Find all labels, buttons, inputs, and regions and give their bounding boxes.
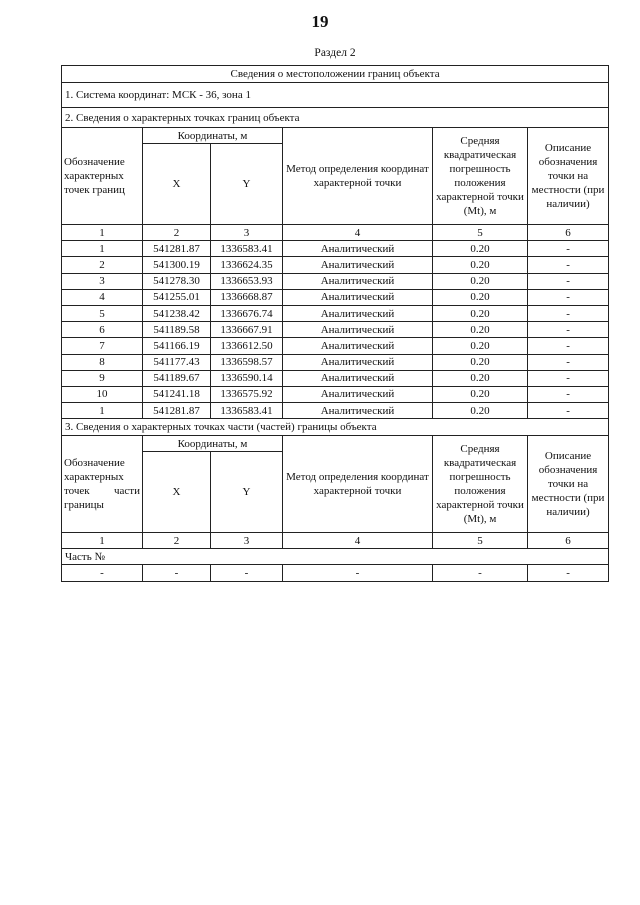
point-x: 541278.30 bbox=[143, 273, 211, 289]
point-y: 1336676.74 bbox=[211, 305, 283, 321]
point-error: 0.20 bbox=[433, 403, 528, 419]
point-error: 0.20 bbox=[433, 338, 528, 354]
table-row bbox=[62, 241, 609, 257]
point-number: 2 bbox=[62, 257, 143, 273]
header-designation-part: Обозначение характерных точек части границы bbox=[62, 436, 143, 533]
point-description: - bbox=[528, 273, 609, 289]
point-x: 541189.58 bbox=[143, 322, 211, 338]
header-coords: Координаты, м bbox=[143, 128, 283, 144]
point-method: Аналитический bbox=[283, 241, 433, 257]
point-error: 0.20 bbox=[433, 354, 528, 370]
point-description: - bbox=[528, 305, 609, 321]
point-x: 541241.18 bbox=[143, 386, 211, 402]
col-number: 3 bbox=[211, 225, 283, 241]
point-x: 541238.42 bbox=[143, 305, 211, 321]
boundaries-table bbox=[61, 65, 609, 582]
point-error: 0.20 bbox=[433, 305, 528, 321]
page-number: 19 bbox=[311, 12, 329, 31]
point-error: 0.20 bbox=[433, 370, 528, 386]
col-number: 2 bbox=[143, 533, 211, 549]
point-method: Аналитический bbox=[283, 354, 433, 370]
empty-cell: - bbox=[283, 565, 433, 581]
table-row bbox=[62, 257, 609, 273]
point-number: 7 bbox=[62, 338, 143, 354]
empty-part-row bbox=[62, 565, 609, 581]
coord-system: 1. Система координат: МСК - 36, зона 1 bbox=[62, 83, 609, 108]
point-method: Аналитический bbox=[283, 257, 433, 273]
header-error: Средняя квадратическая погрешность положения характерной точки (Mt), м bbox=[433, 128, 528, 225]
part-label: Часть № bbox=[62, 549, 609, 565]
header-coords-2: Координаты, м bbox=[143, 436, 283, 452]
header-x-2: X bbox=[143, 452, 211, 533]
header-method: Метод определения координат характерной точки bbox=[283, 128, 433, 225]
col-number: 2 bbox=[143, 225, 211, 241]
point-x: 541166.19 bbox=[143, 338, 211, 354]
header-designation: Обозначение характерных точек границ bbox=[62, 128, 143, 225]
point-description: - bbox=[528, 257, 609, 273]
point-method: Аналитический bbox=[283, 273, 433, 289]
empty-cell: - bbox=[62, 565, 143, 581]
point-number: 8 bbox=[62, 354, 143, 370]
col-number: 6 bbox=[528, 225, 609, 241]
point-number: 1 bbox=[62, 403, 143, 419]
section-label: Раздел 2 bbox=[314, 47, 356, 59]
table-row bbox=[62, 289, 609, 305]
point-error: 0.20 bbox=[433, 273, 528, 289]
point-description: - bbox=[528, 354, 609, 370]
point-number: 4 bbox=[62, 289, 143, 305]
point-y: 1336624.35 bbox=[211, 257, 283, 273]
point-description: - bbox=[528, 241, 609, 257]
table-row bbox=[62, 273, 609, 289]
point-y: 1336583.41 bbox=[211, 403, 283, 419]
point-error: 0.20 bbox=[433, 257, 528, 273]
point-method: Аналитический bbox=[283, 305, 433, 321]
part2-title: 2. Сведения о характерных точках границ объекта bbox=[62, 108, 609, 128]
point-x: 541300.19 bbox=[143, 257, 211, 273]
point-y: 1336668.87 bbox=[211, 289, 283, 305]
col-number: 1 bbox=[62, 533, 143, 549]
point-y: 1336612.50 bbox=[211, 338, 283, 354]
point-description: - bbox=[528, 322, 609, 338]
point-number: 10 bbox=[62, 386, 143, 402]
point-method: Аналитический bbox=[283, 403, 433, 419]
header-description: Описание обозначения точки на местности (при наличии) bbox=[528, 128, 609, 225]
part3-title: 3. Сведения о характерных точках части (частей) границы объекта bbox=[62, 419, 609, 436]
table-row bbox=[62, 403, 609, 419]
point-method: Аналитический bbox=[283, 322, 433, 338]
point-number: 9 bbox=[62, 370, 143, 386]
table-row bbox=[62, 386, 609, 402]
point-description: - bbox=[528, 289, 609, 305]
empty-cell: - bbox=[211, 565, 283, 581]
header-error-2: Средняя квадратическая погрешность положения характерной точки (Mt), м bbox=[433, 436, 528, 533]
point-description: - bbox=[528, 338, 609, 354]
table-row bbox=[62, 322, 609, 338]
col-numbers-row bbox=[62, 225, 609, 241]
point-x: 541189.67 bbox=[143, 370, 211, 386]
point-y: 1336667.91 bbox=[211, 322, 283, 338]
point-number: 5 bbox=[62, 305, 143, 321]
header-method-2: Метод определения координат характерной точки bbox=[283, 436, 433, 533]
header-y-2: Y bbox=[211, 452, 283, 533]
point-description: - bbox=[528, 403, 609, 419]
point-number: 6 bbox=[62, 322, 143, 338]
point-description: - bbox=[528, 386, 609, 402]
table-row bbox=[62, 338, 609, 354]
point-x: 541281.87 bbox=[143, 403, 211, 419]
point-error: 0.20 bbox=[433, 386, 528, 402]
col-number: 1 bbox=[62, 225, 143, 241]
empty-cell: - bbox=[433, 565, 528, 581]
col-number: 5 bbox=[433, 225, 528, 241]
col-number: 4 bbox=[283, 533, 433, 549]
point-error: 0.20 bbox=[433, 322, 528, 338]
header-description-2: Описание обозначения точки на местности (при наличии) bbox=[528, 436, 609, 533]
point-error: 0.20 bbox=[433, 241, 528, 257]
point-y: 1336583.41 bbox=[211, 241, 283, 257]
empty-cell: - bbox=[143, 565, 211, 581]
point-y: 1336653.93 bbox=[211, 273, 283, 289]
header-y: Y bbox=[211, 144, 283, 225]
col-number: 3 bbox=[211, 533, 283, 549]
col-number: 5 bbox=[433, 533, 528, 549]
point-y: 1336575.92 bbox=[211, 386, 283, 402]
empty-cell: - bbox=[528, 565, 609, 581]
header-x: X bbox=[143, 144, 211, 225]
col-numbers-row-2 bbox=[62, 533, 609, 549]
point-method: Аналитический bbox=[283, 289, 433, 305]
point-y: 1336598.57 bbox=[211, 354, 283, 370]
point-method: Аналитический bbox=[283, 370, 433, 386]
point-x: 541255.01 bbox=[143, 289, 211, 305]
table-row bbox=[62, 305, 609, 321]
point-error: 0.20 bbox=[433, 289, 528, 305]
point-x: 541177.43 bbox=[143, 354, 211, 370]
point-description: - bbox=[528, 370, 609, 386]
point-method: Аналитический bbox=[283, 386, 433, 402]
point-number: 3 bbox=[62, 273, 143, 289]
table-row bbox=[62, 354, 609, 370]
point-method: Аналитический bbox=[283, 338, 433, 354]
col-number: 6 bbox=[528, 533, 609, 549]
point-number: 1 bbox=[62, 241, 143, 257]
table-title: Сведения о местоположении границ объекта bbox=[62, 66, 609, 83]
point-x: 541281.87 bbox=[143, 241, 211, 257]
table-row bbox=[62, 370, 609, 386]
point-y: 1336590.14 bbox=[211, 370, 283, 386]
col-number: 4 bbox=[283, 225, 433, 241]
